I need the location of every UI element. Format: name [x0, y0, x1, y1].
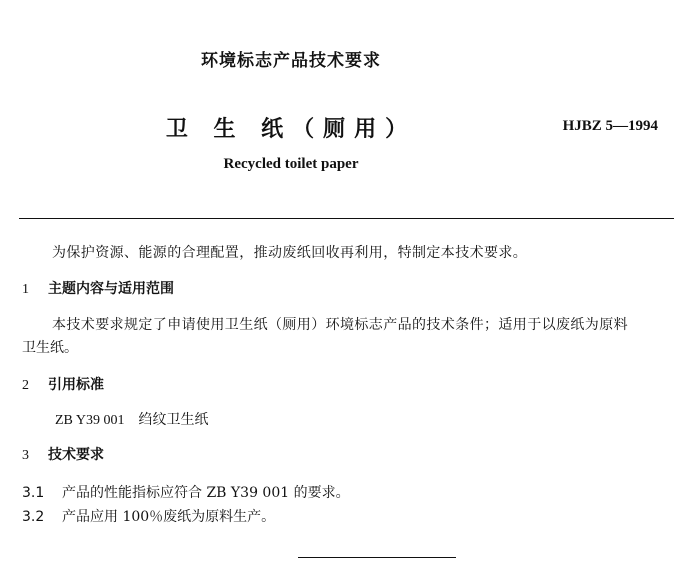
reference-title: 绉纹卫生纸 [138, 412, 209, 428]
section-1-text-line-2: 卫生纸。 [22, 340, 78, 356]
section-heading-1 [22, 278, 174, 298]
section-number: 3 [22, 448, 29, 463]
referenced-standard [55, 409, 208, 429]
section-title: 技术要求 [48, 447, 104, 463]
intro-paragraph: 为保护资源、能源的合理配置，推动废纸回收再利用，特制定本技术要求。 [52, 245, 528, 261]
english-title: Recycled toilet paper [223, 156, 359, 172]
section-title: 引用标准 [48, 377, 104, 393]
section-title: 主题内容与适用范围 [48, 281, 174, 297]
clause-text: 产品的性能指标应符合 ZB Y39 001 的要求。 [62, 485, 350, 501]
section-heading-3 [22, 444, 104, 464]
series-title: 环境标志产品技术要求 [201, 51, 381, 71]
section-number: 1 [22, 282, 29, 297]
standard-code: HJBZ 5—1994 [562, 118, 658, 134]
document-title: 卫 生 纸（厕用） [165, 117, 417, 142]
header-divider [19, 218, 674, 219]
clause-3-2 [22, 506, 275, 526]
reference-code: ZB Y39 001 [55, 413, 125, 428]
end-divider [298, 557, 456, 558]
section-number: 2 [22, 378, 29, 393]
section-heading-2 [22, 374, 104, 394]
clause-3-1 [22, 482, 350, 502]
clause-text: 产品应用 100％废纸为原料生产。 [62, 509, 276, 525]
clause-number: 3.2 [22, 509, 45, 525]
clause-number: 3.1 [22, 485, 45, 501]
section-1-text-line-1: 本技术要求规定了申请使用卫生纸（厕用）环境标志产品的技术条件；适用于以废纸为原料 [52, 317, 628, 333]
